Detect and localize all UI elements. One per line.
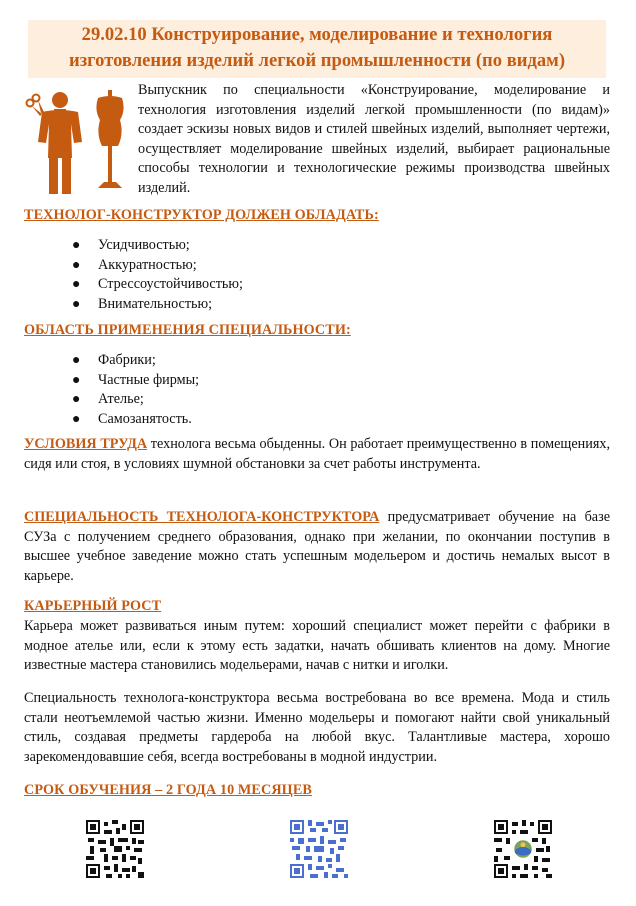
qualities-heading: ТЕХНОЛОГ-КОНСТРУКТОР ДОЛЖЕН ОБЛАДАТЬ: — [24, 207, 379, 223]
career-heading: КАРЬЕРНЫЙ РОСТ — [24, 598, 162, 614]
bullet-icon: ● — [72, 296, 81, 312]
list-item: ● Ателье; — [72, 390, 199, 410]
list-item: ● Внимательностью; — [72, 295, 243, 315]
qr-code-icon[interactable] — [494, 820, 552, 878]
bullet-icon: ● — [72, 353, 81, 368]
qualities-list — [72, 236, 243, 314]
page-title — [28, 20, 606, 78]
intro-paragraph: Выпускник по специальности «Конструирование, моделирование и технология изготовления изделий легкой промышленности (по видам)» создает эскизы новых видов и стилей швейных изделий, выполняет чертежи, осуществляет моделирование швейных изделий, выбирает рациональные способы технологии и технологические режимы производства швейных изделий. — [138, 82, 610, 196]
scope-list — [72, 351, 199, 429]
list-item: ● Частные фирмы; — [72, 371, 199, 391]
qr-code-icon[interactable] — [290, 820, 348, 878]
scope-heading: ОБЛАСТЬ ПРИМЕНЕНИЯ СПЕЦИАЛЬНОСТИ: — [24, 322, 351, 338]
list-item: ● Стрессоустойчивостью; — [72, 275, 243, 295]
list-item: ● Самозанятость. — [72, 410, 199, 430]
demand-paragraph: Специальность технолога-конструктора весьма востребована во все времена. Мода и стиль стали неотъемлемой частью жизни. Именно модельеры и помогают найти свой уникальный стиль, создавая предметы гардероба на любой вкус. Талантливые мастера, хорошо зарекомендовавшие себя, всегда востребованы в модной индустрии. — [24, 690, 610, 765]
title-line-2: изготовления изделий легкой промышленности (по видам) — [68, 50, 566, 71]
bullet-icon: ● — [72, 392, 81, 408]
career-paragraph: Карьера может развиваться иным путем: хороший специалист может перейти с фабрики в модное ателье или, если к этому есть задатки, начать обшивать клиентов на дому. Многие известные мастера становились модельерами, начав с нитки и иголки. — [24, 618, 610, 674]
specialty-heading: СПЕЦИАЛЬНОСТЬ ТЕХНОЛОГА-КОНСТРУКТОРА — [24, 509, 380, 525]
tailor-mannequin-icon — [24, 88, 134, 198]
bullet-icon: ● — [72, 411, 81, 427]
list-item: ● Усидчивостью; — [72, 236, 243, 256]
bullet-icon: ● — [72, 372, 81, 388]
title-line-1: 29.02.10 Конструирование, моделирование и технология — [81, 24, 553, 45]
conditions-paragraph: УСЛОВИЯ ТРУДА технолога весьма обыденны. Он работает преимущественно в помещениях, сидя или стоя, в условиях шумной обстановки за счет работы инструмента. — [24, 436, 610, 472]
bullet-icon: ● — [72, 277, 81, 293]
list-item: ● Фабрики; — [72, 351, 199, 371]
qr-code-icon[interactable] — [86, 820, 144, 878]
duration-heading: СРОК ОБУЧЕНИЯ – 2 ГОДА 10 МЕСЯЦЕВ — [24, 782, 312, 798]
bullet-icon: ● — [72, 238, 81, 253]
list-item: ● Аккуратностью; — [72, 256, 243, 276]
conditions-heading: УСЛОВИЯ ТРУДА — [24, 436, 148, 452]
specialty-paragraph: СПЕЦИАЛЬНОСТЬ ТЕХНОЛОГА-КОНСТРУКТОРА предусматривает обучение на базе СУЗа с получением среднего образования, однако при желании, по окончании поступив в высшее учебное заведение можно стать успешным модельером и достичь немалых высот в карьере. — [24, 509, 610, 584]
bullet-icon: ● — [72, 257, 81, 273]
